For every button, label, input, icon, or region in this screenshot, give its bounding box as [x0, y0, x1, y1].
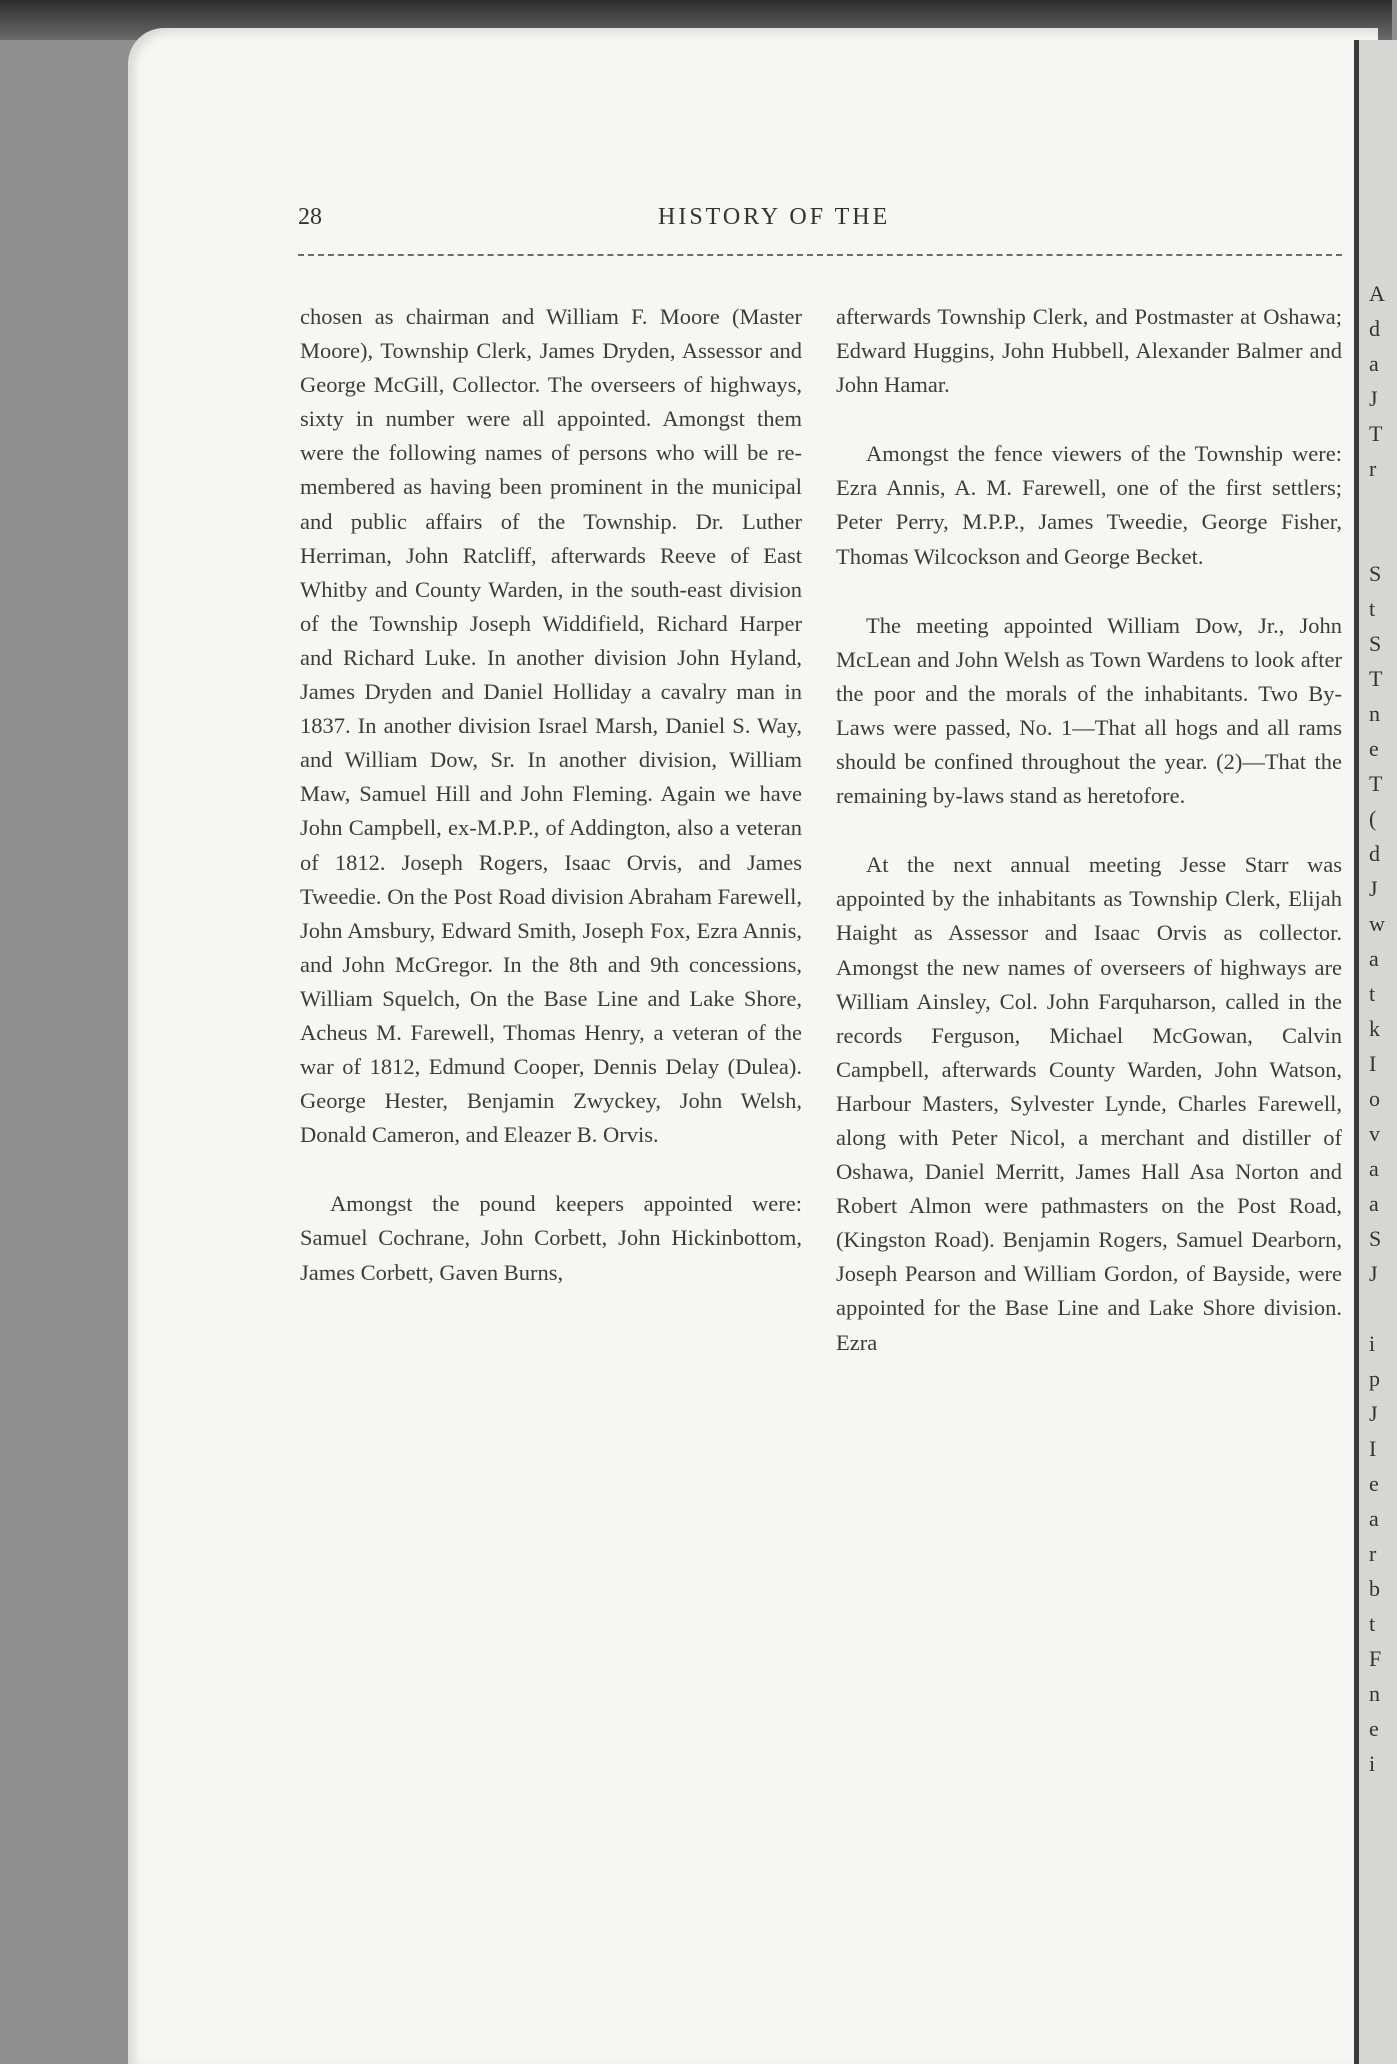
- edge-letter: T: [1369, 421, 1383, 446]
- edge-letter: r: [1369, 456, 1377, 481]
- right-paragraph-1: afterwards Township Clerk, and Postmaster at Oshawa; Edward Huggins, John Hubbell, Alexander Balmer and John Hamar.: [836, 304, 1342, 398]
- edge-letter: a: [1369, 946, 1379, 971]
- edge-letter: n: [1369, 1681, 1380, 1706]
- running-title: HISTORY OF THE: [658, 204, 891, 230]
- edge-letter: [1369, 521, 1391, 556]
- edge-letter: I: [1369, 1051, 1377, 1076]
- edge-letter: F: [1369, 1646, 1382, 1671]
- edge-letter: i: [1369, 1331, 1376, 1356]
- edge-letter: r: [1369, 1541, 1377, 1566]
- right-paragraph-4: At the next annual meeting Jesse Starr was appointed by the inhabitants as Township Clerk, Elijah Haight as Assessor and Isaac Orvis as collector. Amongst the new names of overseers of highways are William Ainsley, Col. John Farquharson, called in the records Ferguson, Michael McGowan, Calvin Campbell, afterwards County Warden, John Watson, Harbour Masters, Sylvester Lynde, Charles Farewell, along with Peter Nicol, a merchant and distiller of Oshawa, Daniel Merritt, James Hall Asa Norton and Robert Almon were pathmasters on the Post Road, (Kingston Road). Benjamin Rogers, Samuel Dearborn, Joseph Pearson and William Gordon, of Bayside, were appointed for the Base Line and Lake Shore division. Ezra: [836, 852, 1342, 1355]
- left-paragraph-2: Amongst the pound keepers appointed were: Samuel Cochrane, John Corbett, John Hickinbottom, James Corbett, Gaven Burns,: [300, 1191, 802, 1285]
- edge-letter: S: [1369, 631, 1382, 656]
- edge-letter: t: [1369, 596, 1376, 621]
- edge-letter: [1369, 486, 1391, 521]
- edge-letter: a: [1369, 1156, 1379, 1181]
- edge-letter: e: [1369, 1471, 1379, 1496]
- edge-letter: I: [1369, 1436, 1377, 1461]
- edge-letter: b: [1369, 1576, 1380, 1601]
- edge-letter: J: [1369, 876, 1378, 901]
- edge-letter: o: [1369, 1086, 1380, 1111]
- page-number: 28: [298, 204, 322, 230]
- page-header: [298, 200, 1342, 240]
- edge-letter: [1369, 1291, 1391, 1326]
- left-paragraph-1: chosen as chairman and William F. Moore (Master Moore), Township Clerk, James Dryden, Assessor and George McGill, Collector. The overseers of highways, sixty in number were all appointed. Amongst them were the following names of persons who will be remembered as having been prominent in the municipal and public affairs of the Township. Dr. Luther Herriman, John Ratcliff, afterwards Reeve of East Whitby and County Warden, in the south-east division of the Township Joseph Widdifield, Richard Harper and Richard Luke. In another division John Hyland, James Dryden and Daniel Holliday a cavalry man in 1837. In another division Israel Marsh, Daniel S. Way, and William Dow, Sr. In another division, William Maw, Samuel Hill and John Fleming. Again we have John Campbell, ex-M.P.P., of Addington, also a veteran of 1812. Joseph Rogers, Isaac Orvis, and James Tweedie. On the Post Road division Abraham Farewell, John Amsbury, Edward Smith, Joseph Fox, Ezra Annis, and John McGregor. In the 8th and 9th concessions, William Squelch, On the Base Line and Lake Shore, Acheus M. Farewell, Thomas Henry, a veteran of the war of 1812, Edmund Cooper, Dennis Delay (Dulea). George Hester, Benjamin Zwyckey, John Welsh, Donald Cameron, and Eleazer B. Orvis.: [300, 304, 802, 1148]
- edge-letter: a: [1369, 351, 1379, 376]
- edge-letter: a: [1369, 1191, 1379, 1216]
- edge-letter: d: [1369, 316, 1380, 341]
- edge-letter: J: [1369, 1261, 1378, 1286]
- edge-letter: n: [1369, 701, 1380, 726]
- edge-letter: e: [1369, 736, 1379, 761]
- edge-letter: a: [1369, 1506, 1379, 1531]
- edge-letter: d: [1369, 841, 1380, 866]
- edge-letter: T: [1369, 771, 1383, 796]
- edge-letter: k: [1369, 1016, 1380, 1041]
- edge-letter: S: [1369, 1226, 1382, 1251]
- edge-letter: S: [1369, 561, 1382, 586]
- edge-letter: J: [1369, 386, 1378, 411]
- edge-letter: w: [1369, 911, 1385, 936]
- right-paragraph-3: The meeting appointed William Dow, Jr., John McLean and John Welsh as Town Wardens to look after the poor and the morals of the inhabitants. Two By-Laws were passed, No. 1—That all hogs and all rams should be confined throughout the year. (2)—That the remaining by-laws stand as heretofore.: [836, 612, 1342, 809]
- edge-letter: p: [1369, 1366, 1380, 1391]
- left-column: [300, 300, 802, 1325]
- edge-letter: e: [1369, 1716, 1379, 1741]
- edge-letter: i: [1369, 1751, 1376, 1776]
- header-rule: [298, 254, 1342, 256]
- right-column: [836, 300, 1342, 1395]
- facing-page-edge-text: [1369, 276, 1391, 1776]
- edge-letter: T: [1369, 666, 1383, 691]
- edge-letter: J: [1369, 1401, 1378, 1426]
- edge-letter: t: [1369, 981, 1376, 1006]
- edge-letter: t: [1369, 1611, 1376, 1636]
- right-paragraph-2: Amongst the fence viewers of the Township were: Ezra Annis, A. M. Farewell, one of the first settlers; Peter Perry, M.P.P., James Tweedie, George Fisher, Thomas Wilcockson and George Becket.: [836, 441, 1342, 569]
- edge-letter: v: [1369, 1121, 1380, 1146]
- edge-letter: (: [1369, 806, 1377, 831]
- edge-letter: A: [1369, 281, 1385, 306]
